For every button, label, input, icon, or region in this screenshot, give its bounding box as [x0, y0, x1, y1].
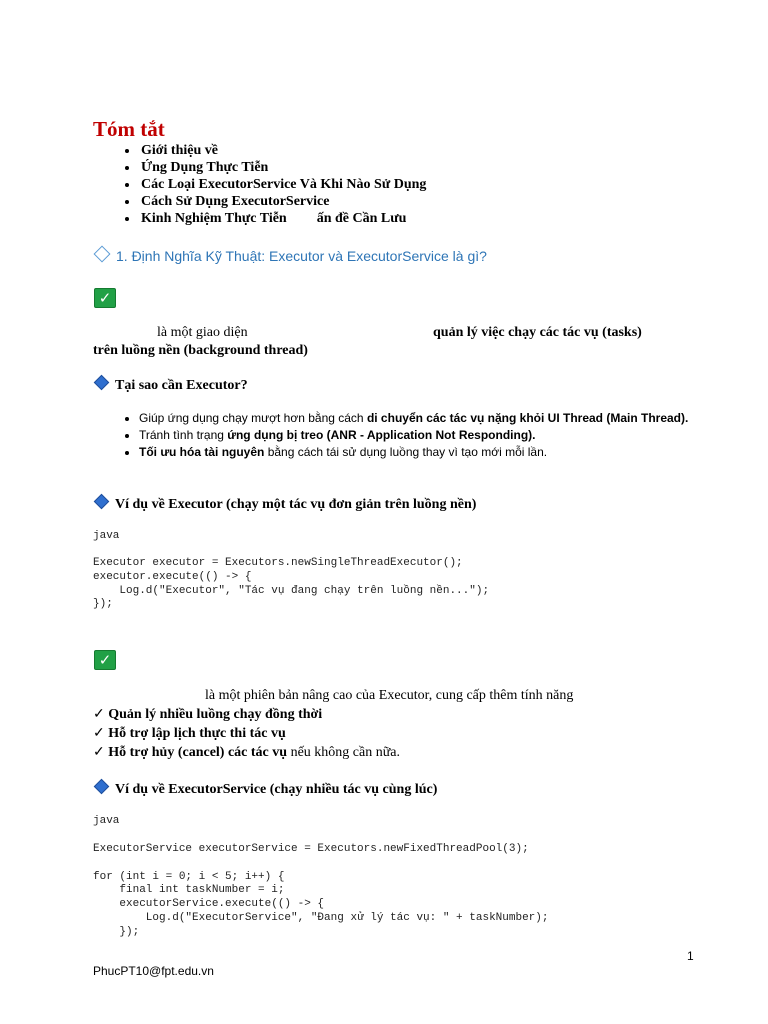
why-heading: Tại sao cần Executor?	[93, 377, 248, 394]
executor-definition-c: trên luồng nền (background thread)	[93, 343, 308, 358]
executor-definition-b: quản lý việc chạy các tác vụ (tasks)	[433, 325, 642, 340]
summary-item: • Các Loại ExecutorService Và Khi Nào Sử Dụng	[139, 176, 426, 193]
footer-email: PhucPT10@fpt.edu.vn	[93, 964, 214, 978]
check-icon: ✓	[93, 745, 105, 760]
diamond-filled-icon	[94, 779, 110, 795]
diamond-outline-icon	[94, 246, 111, 263]
code-block: Executor executor = Executors.newSingleThreadExecutor(); executor.execute(() -> { Log.d("Executor", "Tác vụ đang chạy trên luồng nền..."); });	[93, 557, 490, 611]
summary-item: • Cách Sử Dụng ExecutorService	[139, 193, 426, 210]
summary-item: • Giới thiệu về	[139, 142, 426, 159]
page-number: 1	[687, 949, 694, 963]
code-language-label: java	[93, 530, 120, 542]
list-item: • Giúp ứng dụng chạy mượt hơn bằng cách di chuyển các tác vụ nặng khỏi UI Thread (Main Thread).	[139, 410, 719, 427]
list-item: • Tối ưu hóa tài nguyên bằng cách tái sử dụng luồng thay vì tạo mới mỗi lần.	[139, 444, 719, 461]
why-list	[93, 410, 719, 461]
feature-item: ✓ Quản lý nhiều luồng chạy đồng thời	[93, 707, 323, 722]
check-icon: ✓	[93, 726, 105, 741]
checkbox-checked-icon: ✓	[94, 288, 116, 308]
executor-definition-a: là một giao diện	[157, 325, 248, 340]
summary-list	[93, 142, 426, 227]
feature-item: ✓ Hỗ trợ hủy (cancel) các tác vụ nếu không cần nữa.	[93, 745, 401, 760]
example-heading: Ví dụ về Executor (chạy một tác vụ đơn giản trên luồng nền)	[93, 496, 476, 513]
check-icon: ✓	[93, 707, 105, 722]
summary-title: Tóm tắt	[93, 117, 165, 141]
summary-item: • Kinh Nghiệm Thực Tiễn ấn đề Cần Lưu	[139, 210, 426, 227]
section-heading: 1. Định Nghĩa Kỹ Thuật: Executor và ExecutorService là gì?	[93, 248, 487, 264]
diamond-filled-icon	[94, 494, 110, 510]
code-block: ExecutorService executorService = Executors.newFixedThreadPool(3); for (int i = 0; i < 5; i++) { final int taskNumber = i; executorService.execute(() -> { Log.d("ExecutorService", "Đang xử lý tác vụ: " + taskNumber); });	[93, 843, 549, 938]
executorservice-definition: là một phiên bản nâng cao của Executor, cung cấp thêm tính năng	[205, 688, 574, 703]
example-heading: Ví dụ về ExecutorService (chạy nhiều tác vụ cùng lúc)	[93, 781, 437, 798]
code-language-label: java	[93, 815, 120, 827]
summary-item: • Ứng Dụng Thực Tiễn	[139, 159, 426, 176]
feature-item: ✓ Hỗ trợ lập lịch thực thi tác vụ	[93, 726, 286, 741]
checkbox-checked-icon: ✓	[94, 650, 116, 670]
list-item: • Tránh tình trạng ứng dụng bị treo (ANR - Application Not Responding).	[139, 427, 719, 444]
diamond-filled-icon	[94, 375, 110, 391]
